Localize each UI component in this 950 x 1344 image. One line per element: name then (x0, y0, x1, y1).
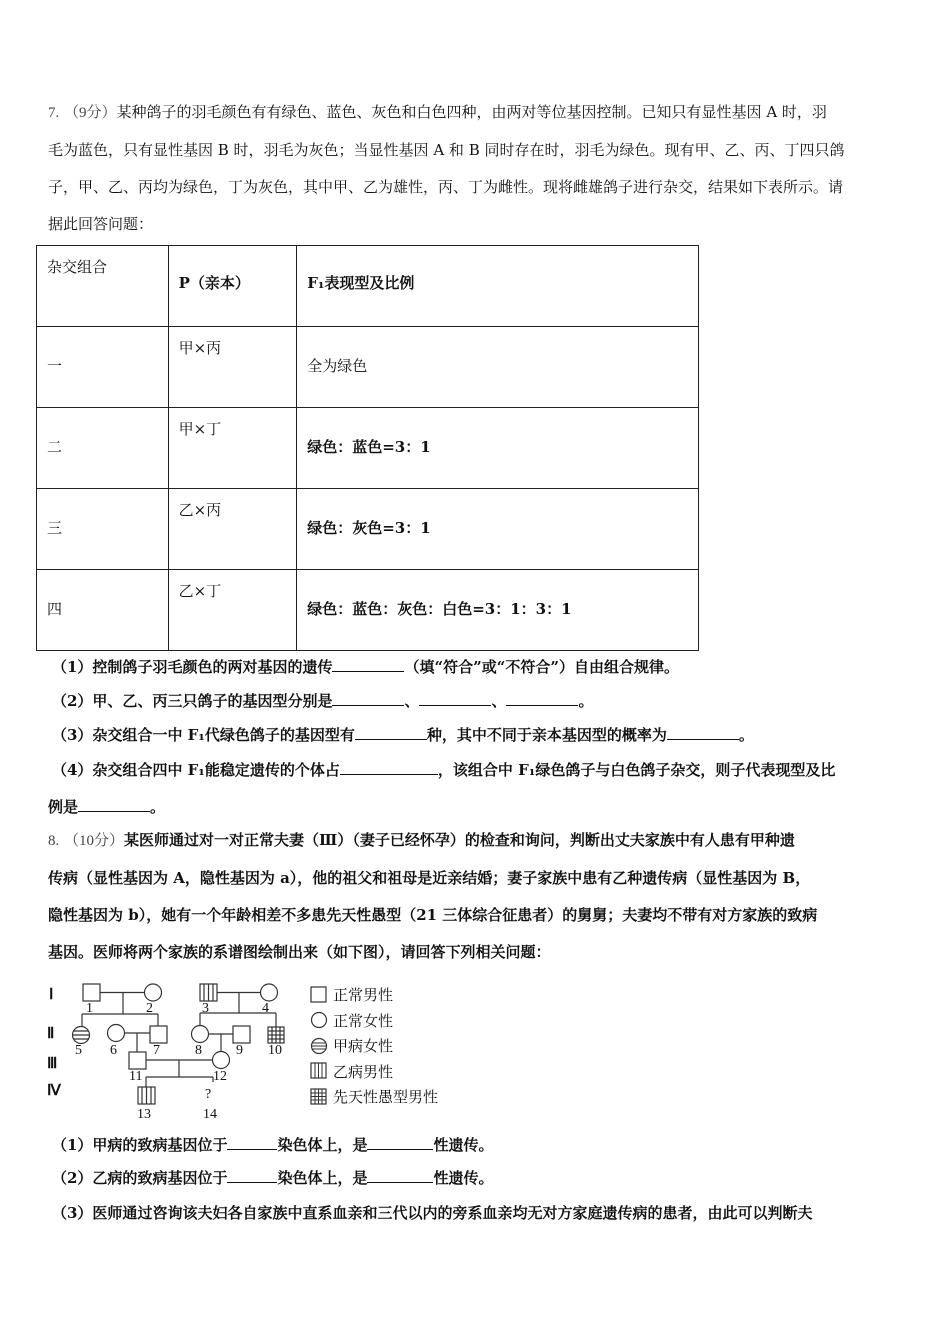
legend-disease-b-male (310, 1059, 438, 1085)
svg-text:3: 3 (202, 1001, 209, 1016)
svg-text:9: 9 (236, 1043, 243, 1058)
answer-blank[interactable] (367, 1135, 433, 1150)
header-f1-result: F₁表现型及比例 (307, 274, 415, 292)
row-result: 绿色：蓝色：灰色：白色=3：1：3：1 (307, 600, 572, 618)
svg-text:?: ? (205, 1087, 212, 1102)
svg-text:Ⅲ: Ⅲ (47, 1056, 58, 1072)
q8-sub-1-text-c: 性遗传。 (433, 1136, 494, 1154)
q8-sub-1-text-b: 染色体上，是 (277, 1136, 368, 1154)
q8-sub-3: （3）医师通过咨询该夫妇各自家族中直系血亲和三代以内的旁系血亲均无对方家庭遗传病的患者，由此可以判断夫 (52, 1204, 813, 1222)
answer-blank[interactable] (367, 1168, 433, 1183)
q7-sub-1-text: （1）控制鸽子羽毛颜色的两对基因的遗传 (52, 658, 333, 676)
svg-text:7: 7 (153, 1043, 160, 1058)
svg-text:Ⅳ: Ⅳ (47, 1083, 61, 1099)
answer-blank[interactable] (227, 1168, 277, 1183)
row-result: 绿色：灰色=3：1 (307, 519, 431, 537)
q7-sub-3 (52, 725, 754, 745)
row-parents: 甲×丁 (178, 420, 222, 438)
answer-blank[interactable] (332, 691, 404, 706)
gen-label-1: Ⅰ (49, 987, 54, 1003)
q7-stem-text: 某种鸽子的羽毛颜色有有绿色、蓝色、灰色和白色四种，由两对等位基因控制。已知只有显性基因 A 时，羽 (116, 103, 827, 121)
answer-blank[interactable] (332, 657, 404, 672)
legend-down-syndrome-male (310, 1084, 438, 1110)
svg-text:1: 1 (86, 1001, 93, 1016)
square-grid-icon (310, 1088, 328, 1106)
q7-sub-3-text-b: 种，其中不同于亲本基因型的概率为 (426, 726, 667, 744)
table-row (37, 327, 699, 408)
svg-text:2: 2 (146, 1001, 153, 1016)
legend-label: 乙病男性 (333, 1062, 394, 1081)
table-row (37, 489, 699, 570)
q7-stem-line-4: 据此回答问题： (48, 215, 154, 233)
answer-blank[interactable] (667, 725, 739, 740)
row-group: 二 (47, 438, 63, 456)
q7-sub-4-text-b: ，该组合中 F₁绿色鸽子与白色鸽子杂交，则子代表现型及比 (437, 761, 836, 779)
q8-stem-line-2: 传病（显性基因为 A，隐性基因为 a），他的祖父和祖母是近亲结婚；妻子家族中患有乙种遗传病（显性基因为 B， (48, 869, 811, 887)
q7-sub-1-text-b: （填“符合”或“不符合”）自由组合规律。 (404, 658, 679, 676)
header-cross-group: 杂交组合 (47, 258, 108, 276)
row-group: 三 (47, 519, 63, 537)
svg-text:4: 4 (262, 1001, 269, 1016)
answer-blank[interactable] (340, 760, 438, 775)
q7-sub-4-text: （4）杂交组合四中 F₁能稳定遗传的个体占 (52, 761, 340, 779)
svg-text:8: 8 (195, 1043, 202, 1058)
row-result: 绿色：蓝色=3：1 (307, 438, 431, 456)
q7-sub-3-text: （3）杂交组合一中 F₁代绿色鸽子的基因型有 (52, 726, 355, 744)
square-striped-vertical-icon (310, 1062, 328, 1080)
circle-striped-horizontal-icon (310, 1037, 328, 1055)
q7-stem-line-2: 毛为蓝色，只有显性基因 B 时，羽毛为灰色；当显性基因 A 和 B 同时存在时，羽毛为绿色。现有甲、乙、丙、丁四只鸽 (48, 141, 845, 159)
answer-blank[interactable] (227, 1135, 277, 1150)
legend-label: 甲病女性 (333, 1037, 394, 1056)
q7-sub-1 (52, 657, 679, 677)
row-group: 一 (47, 357, 63, 375)
legend-normal-female (310, 1008, 438, 1034)
legend-disease-a-female (310, 1033, 438, 1059)
row-parents: 乙×丙 (178, 501, 222, 519)
q8-sub-2-text-c: 性遗传。 (433, 1169, 494, 1187)
answer-blank[interactable] (506, 691, 578, 706)
period: 。 (578, 692, 594, 710)
q8-stem-line-1 (48, 830, 795, 851)
separator: 、 (404, 692, 420, 710)
answer-blank[interactable] (78, 797, 150, 812)
svg-text:6: 6 (110, 1043, 117, 1058)
q7-stem-line-3: 子，甲、乙、丙均为绿色，丁为灰色，其中甲、乙为雄性，丙、丁为雌性。现将雌雄鸽子进行杂交，结果如下表所示。请 (48, 178, 844, 196)
pedigree-legend (310, 982, 438, 1110)
q8-sub-1-text: （1）甲病的致病基因位于 (52, 1136, 228, 1154)
q8-number: 8. (48, 833, 60, 849)
pedigree-chart (40, 972, 320, 1122)
row-result: 全为绿色 (307, 357, 368, 375)
header-parents: P（亲本） (178, 274, 250, 292)
q8-stem-line-3: 隐性基因为 b），她有一个年龄相差不多患先天性愚型（21 三体综合征患者）的舅舅；夫妻均不带有对方家族的致病 (48, 906, 818, 924)
svg-text:Ⅱ: Ⅱ (47, 1026, 55, 1042)
legend-label: 正常男性 (333, 986, 394, 1005)
row-parents: 乙×丁 (178, 582, 222, 600)
period: 。 (738, 726, 754, 744)
svg-text:12: 12 (213, 1069, 227, 1084)
q7-sub-4-text-c: 例是 (48, 798, 79, 816)
q8-stem-text: 某医师通过对一对正常夫妻（Ⅲ）（妻子已经怀孕）的检查和询问，判断出丈夫家族中有人患有甲种遗 (124, 831, 795, 849)
answer-blank[interactable] (355, 725, 427, 740)
separator: 、 (491, 692, 507, 710)
table-row (37, 408, 699, 489)
q7-stem-line-1 (48, 102, 827, 123)
square-icon (310, 986, 328, 1004)
q7-sub-2 (52, 691, 594, 711)
answer-blank[interactable] (419, 691, 491, 706)
q8-score: （10分） (64, 833, 125, 849)
svg-text:13: 13 (137, 1107, 151, 1122)
q7-sub-4-cont (48, 797, 165, 817)
svg-text:10: 10 (268, 1043, 282, 1058)
pedigree-diagram (40, 972, 320, 1122)
row-group: 四 (47, 600, 63, 618)
q8-sub-2 (52, 1168, 493, 1188)
svg-text:5: 5 (75, 1043, 82, 1058)
period: 。 (150, 798, 166, 816)
q7-number: 7. (48, 105, 60, 121)
q7-sub-4 (52, 760, 835, 780)
svg-text:14: 14 (203, 1107, 217, 1122)
table-header-row (37, 246, 699, 327)
q7-sub-2-text: （2）甲、乙、丙三只鸽子的基因型分别是 (52, 692, 333, 710)
q7-score: （9分） (64, 105, 117, 121)
q8-stem-line-4: 基因。医师将两个家族的系谱图绘制出来（如下图），请回答下列相关问题： (48, 943, 551, 961)
q8-sub-1 (52, 1135, 493, 1155)
circle-icon (310, 1011, 328, 1029)
q8-sub-2-text-b: 染色体上，是 (277, 1169, 368, 1187)
row-parents: 甲×丙 (178, 339, 222, 357)
table-row (37, 570, 699, 651)
q8-sub-2-text: （2）乙病的致病基因位于 (52, 1169, 228, 1187)
legend-normal-male (310, 982, 438, 1008)
legend-label: 正常女性 (333, 1011, 394, 1030)
svg-text:11: 11 (129, 1069, 143, 1084)
legend-label: 先天性愚型男性 (333, 1088, 439, 1107)
cross-table (36, 245, 699, 651)
